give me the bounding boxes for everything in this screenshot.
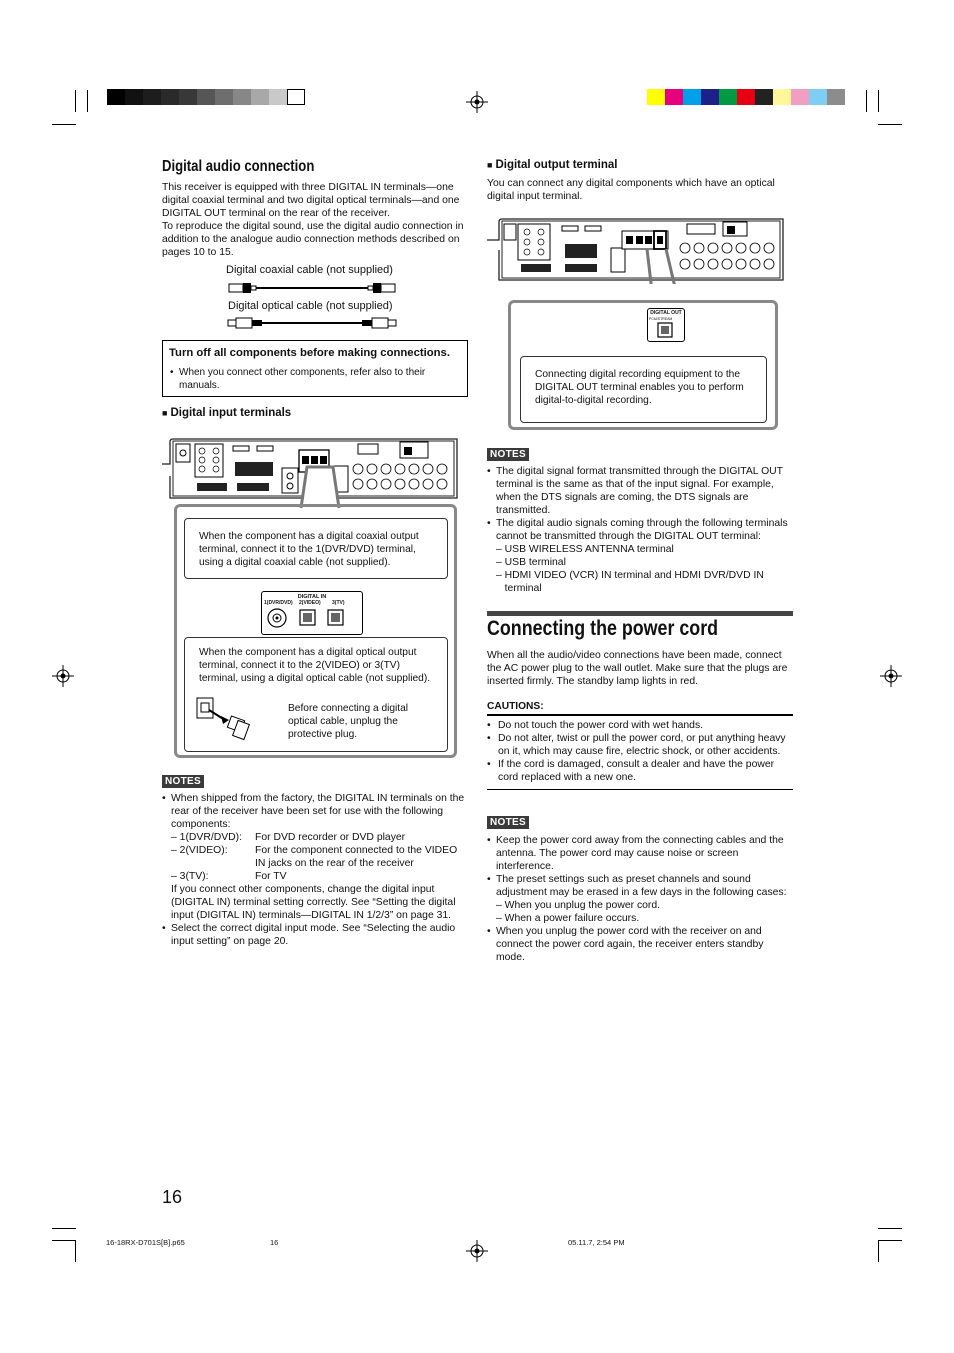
intro-line: DIGITAL OUT terminal on the rear of the receiver.: [162, 208, 390, 219]
section-heading-digital-audio: Digital audio connection: [162, 158, 315, 175]
notes-list-left: [162, 792, 472, 948]
color-swatch: [683, 89, 701, 105]
intro-line: To reproduce the digital sound, use the digital audio connection in: [162, 221, 464, 232]
protective-plug-icon: [195, 696, 255, 741]
note-item: • Select the correct digital input mode. See “Selecting the audio input setting” on page 20.: [162, 923, 456, 947]
coax-cable-label: Digital coaxial cable (not supplied): [226, 264, 393, 276]
note-item: • The digital signal format transmitted through the DIGITAL OUT terminal is the same as that of the input signal. For example, when the DTS signals are coming, the DTS signals are transmitted.: [487, 466, 784, 516]
note-subitem: – HDMI VIDEO (VCR) IN terminal and HDMI DVR/DVD IN terminal: [496, 570, 764, 594]
optical-cable-illustration: [226, 315, 398, 331]
color-swatch: [809, 89, 827, 105]
callout-line: When the component has a digital optical output: [199, 647, 417, 658]
cautions-list: [487, 719, 793, 784]
callout-line: Connecting digital recording equipment to the: [535, 369, 741, 380]
receiver-rear-panel-illustration-right: [487, 218, 787, 284]
port-label-1: 1(DVR/DVD): [264, 600, 293, 606]
gray-swatch: [251, 89, 269, 105]
digital-out-label: DIGITAL OUT: [650, 310, 682, 316]
intro-line: digital coaxial terminal and two digital optical terminals—and one: [162, 195, 460, 206]
intro-line: the AC power plug to the wall outlet. Make sure that the plugs are: [487, 663, 788, 674]
assignment-row: – 3(TV): For TV: [171, 871, 287, 882]
warning-box: [162, 340, 468, 397]
color-swatch: [755, 89, 773, 105]
intro-line: pages 10 to 15.: [162, 247, 234, 258]
notes-list-right: [487, 465, 797, 595]
notes-list-power: [487, 834, 797, 964]
intro-line: addition to the analogue audio connection methods described on: [162, 234, 460, 245]
intro-line: inserted firmly. The standby lamp lights in red.: [487, 676, 698, 687]
digital-input-callout-panel: [174, 504, 457, 758]
optical-port-icon: [657, 322, 673, 338]
note-item: • The digital audio signals coming through the following terminals cannot be transmitted through the DIGITAL OUT terminal:: [487, 518, 788, 542]
grayscale-bar: [107, 89, 305, 105]
registration-mark-right: [880, 665, 902, 687]
callout-optical: [184, 637, 448, 752]
callout-line: When the component has a digital coaxial output: [199, 531, 419, 542]
digital-output-heading-text: Digital output terminal: [495, 159, 618, 171]
color-swatch: [791, 89, 809, 105]
note-subitem: – USB WIRELESS ANTENNA terminal: [496, 544, 674, 555]
digital-in-ports-icon: [262, 605, 362, 633]
coax-cable-illustration: [226, 280, 398, 296]
note-item: • Do not touch the power cord with wet hands.: [487, 720, 704, 731]
plug-note-line: Before connecting a digital: [288, 703, 409, 714]
callout-line: using a digital coaxial cable (not supplied).: [199, 557, 391, 568]
color-swatch: [665, 89, 683, 105]
notes-badge-power: NOTES: [487, 816, 529, 829]
notes-badge-right: NOTES: [487, 448, 529, 461]
callout-line: digital-to-digital recording.: [535, 395, 652, 406]
color-swatch: [827, 89, 845, 105]
callout-optical-text: [199, 646, 433, 685]
warning-text: [170, 366, 460, 392]
assignment-row: IN jacks on the rear of the receiver: [255, 858, 414, 869]
gray-swatch: [107, 89, 125, 105]
digital-input-heading-text: Digital input terminals: [170, 407, 292, 419]
intro-paragraph: [162, 181, 472, 259]
assignment-row: – 1(DVR/DVD): For DVD recorder or DVD player: [171, 832, 406, 843]
callout-line: terminal, connect it to the 2(VIDEO) or 3(TV): [199, 660, 400, 671]
assignment-row: – 2(VIDEO): For the component connected to the VIDEO: [171, 845, 458, 856]
digital-out-terminal: [647, 308, 685, 342]
color-swatch: [737, 89, 755, 105]
note-item: • Keep the power cord away from the connecting cables and the antenna. The power cord may cause noise or screen interference.: [487, 835, 784, 872]
callout-line: DIGITAL OUT terminal enables you to perform: [535, 382, 744, 393]
port-label-3: 3(TV): [332, 600, 345, 606]
color-bar: [647, 89, 845, 105]
callout-coaxial: [184, 518, 448, 579]
intro-line: When all the audio/video connections have been made, connect: [487, 650, 782, 661]
gray-swatch: [233, 89, 251, 105]
note-item: • Do not alter, twist or pull the power cord, or put anything heavy on it, which may cause fire, electric shock, or other accidents.: [487, 733, 786, 757]
digital-input-heading: [162, 407, 291, 419]
footer-timestamp: 05.11.7, 2:54 PM: [568, 1238, 625, 1247]
digital-out-sublabel: PCM/STREAM: [649, 317, 673, 321]
plug-note: [288, 702, 408, 741]
digital-output-callout-panel: [508, 300, 778, 430]
gray-swatch: [125, 89, 143, 105]
digital-output-heading: [487, 159, 617, 171]
optical-cable-label: Digital optical cable (not supplied): [228, 300, 393, 312]
color-swatch: [647, 89, 665, 105]
callout-line: terminal, connect it to the 1(DVR/DVD) terminal,: [199, 544, 416, 555]
note-subitem: – USB terminal: [496, 557, 566, 568]
note-subitem: – When you unplug the power cord.: [496, 900, 661, 911]
registration-mark-bottom: [466, 1240, 488, 1262]
digital-output-intro: [487, 177, 797, 203]
color-swatch: [719, 89, 737, 105]
warning-title: Turn off all components before making connections.: [169, 347, 450, 359]
gray-swatch: [197, 89, 215, 105]
note-item: • The preset settings such as preset channels and sound adjustment may be erased in a few days in the following cases:: [487, 874, 787, 898]
note-item: • If the cord is damaged, consult a dealer and have the power cord replaced with a new one.: [487, 759, 775, 783]
color-swatch: [701, 89, 719, 105]
warning-item: • When you connect other components, refer also to their manuals.: [170, 367, 426, 391]
gray-swatch: [143, 89, 161, 105]
registration-mark-left: [52, 665, 74, 687]
page-number: 16: [162, 1187, 183, 1207]
gray-swatch: [287, 89, 305, 105]
color-swatch: [773, 89, 791, 105]
port-label-2: 2(VIDEO): [299, 600, 321, 606]
cautions-label: CAUTIONS:: [487, 701, 544, 712]
footer-filename: 16-18RX-D701S[B].p65: [106, 1238, 185, 1247]
intro-line: This receiver is equipped with three DIGITAL IN terminals—one: [162, 182, 454, 193]
plug-note-line: protective plug.: [288, 729, 358, 740]
section-rule: [487, 611, 793, 616]
digital-in-label: DIGITAL IN: [297, 594, 327, 600]
notes-badge-left: NOTES: [162, 775, 204, 788]
note-item: • When shipped from the factory, the DIGITAL IN terminals on the rear of the receiver have been set for use with the following components: – 1(DVR/DVD): For DVD recorder or DVD player – 2(VIDEO): For the component connected to the VIDEO IN jacks on the rear of the receiver – 3(TV): For TV If you connect other components, change the digital input (DIGITAL IN) terminal setting correctly. See “Setting the digital input (DIGITAL IN) terminals—DIGITAL IN 1/2/3” on page 31.: [162, 792, 472, 922]
digital-in-terminal-panel: [261, 591, 363, 635]
plug-note-line: optical cable, unplug the: [288, 716, 398, 727]
callout-line: terminal, using a digital optical cable (not supplied).: [199, 673, 431, 684]
power-intro: [487, 649, 797, 688]
gray-swatch: [179, 89, 197, 105]
footer-page-ref: 16: [270, 1238, 279, 1247]
gray-swatch: [215, 89, 233, 105]
page-title: Connecting the power cord: [487, 617, 719, 640]
callout-digital-out: [520, 356, 767, 423]
cautions-rule-bottom: [487, 789, 793, 790]
intro-line: digital input terminal.: [487, 191, 583, 202]
gray-swatch: [269, 89, 287, 105]
note-item: • When you unplug the power cord with the receiver on and connect the power cord again, the receiver enters standby mode.: [487, 926, 764, 963]
registration-mark-top: [466, 91, 488, 113]
note-subitem: – When a power failure occurs.: [496, 913, 640, 924]
cautions-rule-top: [487, 714, 793, 716]
intro-line: You can connect any digital components which have an optical: [487, 178, 775, 189]
gray-swatch: [161, 89, 179, 105]
